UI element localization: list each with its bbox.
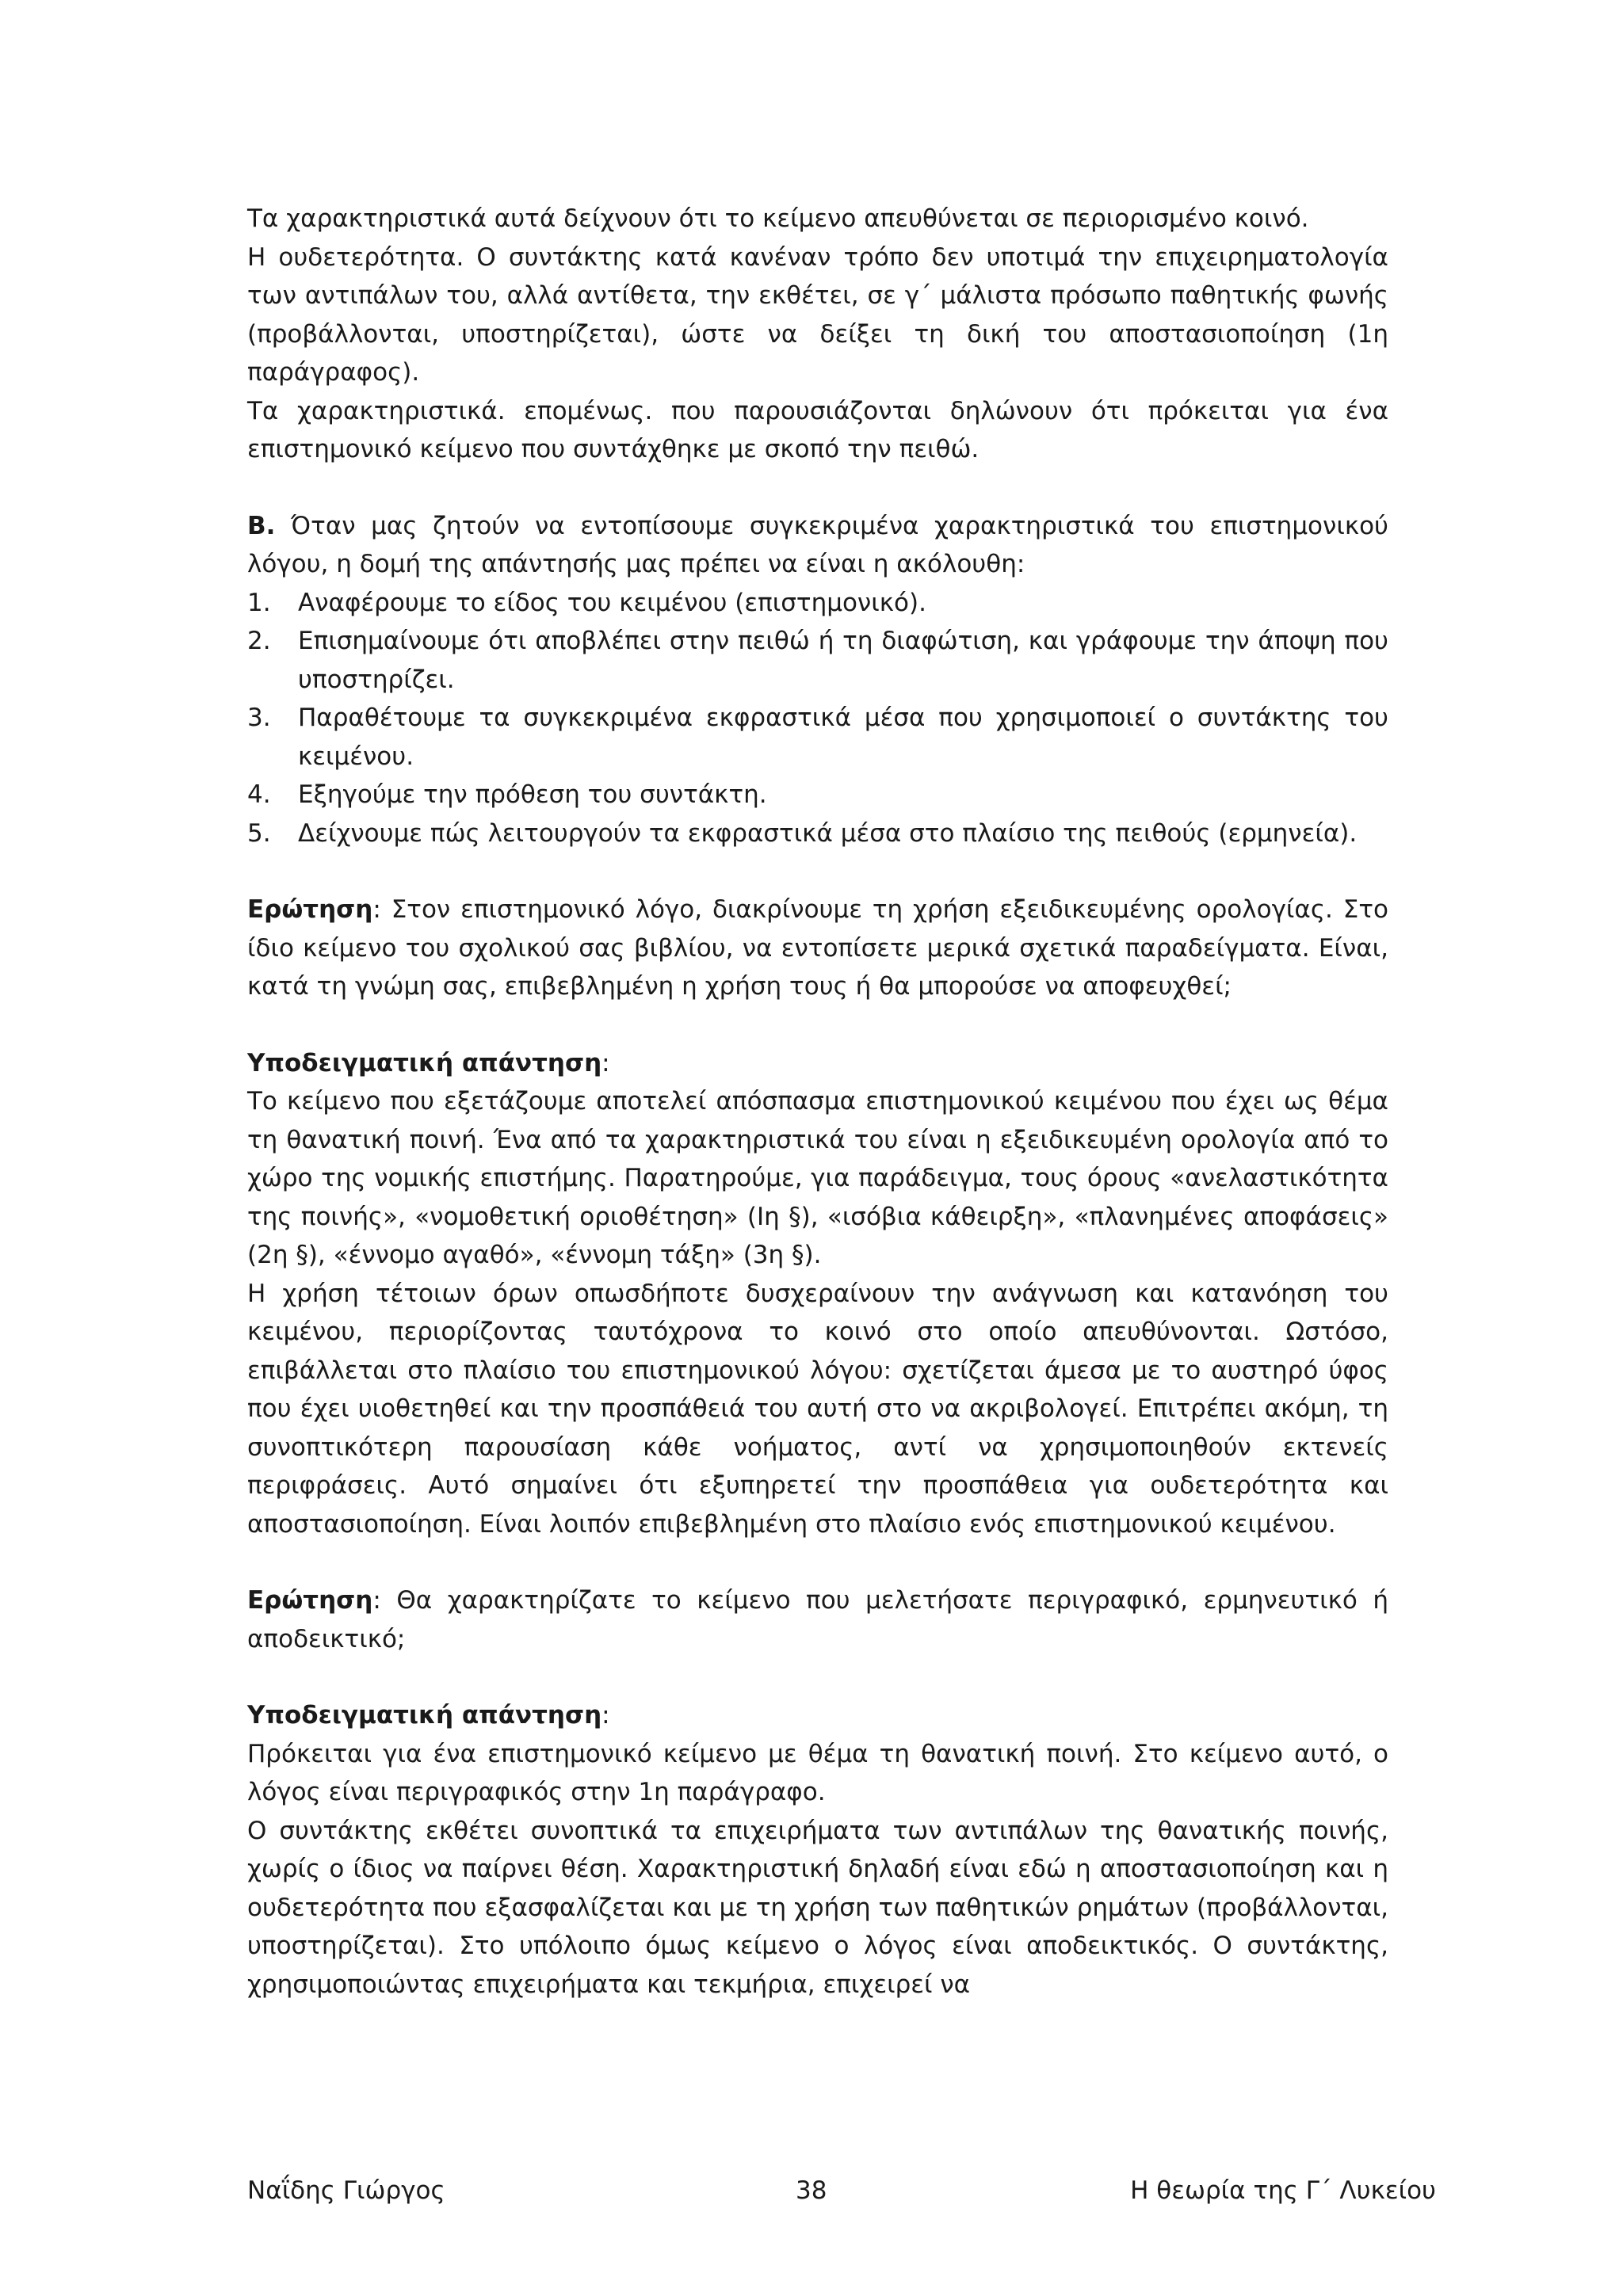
list-item-number: 2. [247,627,271,655]
spacer [247,1543,1388,1581]
list-item [247,584,1388,623]
answer-1-paragraph-2: Η χρήση τέτοιων όρων οπωσδήποτε δυσχεραίνουν την ανάγνωση και κατανόηση του κειμένου, περιορίζοντας ταυτόχρονα το κοινό στο οποίο απευθύνονται. Ωστόσο, επιβάλλεται στο πλαίσιο του επιστημονικού λόγου: σχετίζεται άμεσα με το αυστηρό ύφος που έχει υιοθετηθεί και την προσπάθειά του αυτή στο να ακριβολογεί. Επιτρέπει ακόμη, τη συνοπτικότερη παρουσίαση κάθε νοήματος, αντί να χρησιμοποιηθούν εκτενείς περιφράσεις. Αυτό σημαίνει ότι εξυπηρετεί την προσπάθεια για ουδετερότητα και αποστασιοποίηση. Είναι λοιπόν επιβεβλημένη στο πλαίσιο ενός επιστημονικού κειμένου. [247,1279,1388,1539]
spacer [247,1658,1388,1696]
list-item-text: Επισημαίνουμε ότι αποβλέπει στην πειθώ ή τη διαφώτιση, και γράφουμε την άποψη που υποστηρίζει. [298,627,1388,694]
spacer [247,469,1388,507]
answer-1-colon: : [601,1048,610,1077]
page-footer [247,2171,1436,2210]
footer-page-number: 38 [796,2176,827,2205]
list-item-text: Εξηγούμε την πρόθεση του συντάκτη. [298,780,767,809]
answer-2-paragraph-1: Πρόκειται για ένα επιστημονικό κείμενο με θέμα τη θανατική ποινή. Στο κείμενο αυτό, ο λόγος είναι περιγραφικός στην 1η παράγραφο. [247,1739,1388,1806]
intro-paragraph-1: Τα χαρακτηριστικά αυτά δείχνουν ότι το κείμενο απευθύνεται σε περιορισμένο κοινό. [247,204,1309,233]
intro-paragraph-2: Η ουδετερότητα. Ο συντάκτης κατά κανέναν τρόπο δεν υποτιμά την επιχειρηματολογία των αντιπάλων του, αλλά αντίθετα, την εκθέτει, σε γ΄ μάλιστα πρόσωπο παθητικής φωνής (προβάλλονται, υποστηρίζεται), ώστε να δείξει τη δική του αποστασιοποίηση (1η παράγραφος). [247,242,1388,387]
question-2 [247,1581,1388,1658]
list-item [247,776,1388,814]
list-item-text: Δείχνουμε πώς λειτουργούν τα εκφραστικά μέσα στο πλαίσιο της πειθούς (ερμηνεία). [298,818,1358,848]
question-1-text: : Στον επιστημονικό λόγο, διακρίνουμε τη χρήση εξειδικευμένης ορολογίας. Στο ίδιο κείμενο του σχολικού σας βιβλίου, να εντοπίσετε μερικά σχετικά παραδείγματα. Είναι, κατά τη γνώμη σας, επιβεβλημένη η χρήση τους ή θα μπορούσε να αποφευχθεί; [247,895,1388,1001]
footer-author: Ναΐδης Γιώργος [247,2176,445,2205]
question-1 [247,891,1388,1006]
list-item-number: 1. [247,588,271,617]
spacer [247,852,1388,891]
list-item-text: Αναφέρουμε το είδος του κειμένου (επιστημονικό). [298,588,926,617]
footer-book-title: Η θεωρία της Γ΄ Λυκείου [1130,2176,1436,2205]
page-content [247,200,1388,2004]
question-2-text: : Θα χαρακτηρίζατε το κείμενο που μελετήσατε περιγραφικό, ερμηνευτικό ή αποδεικτικό; [247,1586,1388,1653]
section-b-intro [247,507,1388,584]
spacer [247,1006,1388,1044]
answer-2-heading [247,1696,1388,1735]
intro-paragraph-3: Τα χαρακτηριστικά. επομένως. που παρουσιάζονται δηλώνουν ότι πρόκειται για ένα επιστημονικό κείμενο που συντάχθηκε με σκοπό την πειθώ. [247,396,1388,463]
list-item-number: 4. [247,780,271,809]
answer-1-paragraph-1: Το κείμενο που εξετάζουμε αποτελεί απόσπασμα επιστημονικού κειμένου που έχει ως θέμα τη θανατική ποινή. Ένα από τα χαρακτηριστικά του είναι η εξειδικευμένη ορολογία από το χώρο της νομικής επιστήμης. Παρατηρούμε, για παράδειγμα, τους όρους «ανελαστικότητα της ποινής», «νομοθετική οριοθέτηση» (Ιη §), «ισόβια κάθειρξη», «πλανημένες αποφάσεις» (2η §), «έννομο αγαθό», «έννομη τάξη» (3η §). [247,1087,1388,1269]
answer-2-label: Υποδειγματική απάντηση [247,1701,602,1730]
list-item-text: Παραθέτουμε τα συγκεκριμένα εκφραστικά μέσα που χρησιμοποιεί ο συντάκτης του κειμένου. [298,704,1388,771]
answer-2-paragraph-2: Ο συντάκτης εκθέτει συνοπτικά τα επιχειρήματα των αντιπάλων της θανατικής ποινής, χωρίς ο ίδιος να παίρνει θέση. Χαρακτηριστική δηλαδή είναι εδώ η αποστασιοποίηση και η ουδετερότητα που εξασφαλίζεται και με τη χρήση των παθητικών ρημάτων (προβάλλονται, υποστηρίζεται). Στο υπόλοιπο όμως κείμενο ο λόγος είναι αποδεικτικός. Ο συντάκτης, χρησιμοποιώντας επιχειρήματα και τεκμήρια, επιχειρεί να [247,1816,1388,1999]
list-item [247,622,1388,699]
list-item-number: 5. [247,818,271,848]
answer-1-label: Υποδειγματική απάντηση [247,1048,602,1077]
list-item [247,814,1388,853]
question-1-label: Ερώτηση [247,895,373,924]
list-item [247,699,1388,776]
answer-1-heading [247,1044,1388,1083]
section-b-label: Β. [247,511,276,540]
list-item-number: 3. [247,704,271,732]
section-b-text: Όταν μας ζητούν να εντοπίσουμε συγκεκριμένα χαρακτηριστικά του επιστημονικού λόγου, η δομή της απάντησής μας πρέπει να είναι η ακόλουθη: [247,511,1388,578]
steps-list [247,584,1388,853]
question-2-label: Ερώτηση [247,1586,373,1615]
answer-2-colon: : [601,1701,610,1730]
